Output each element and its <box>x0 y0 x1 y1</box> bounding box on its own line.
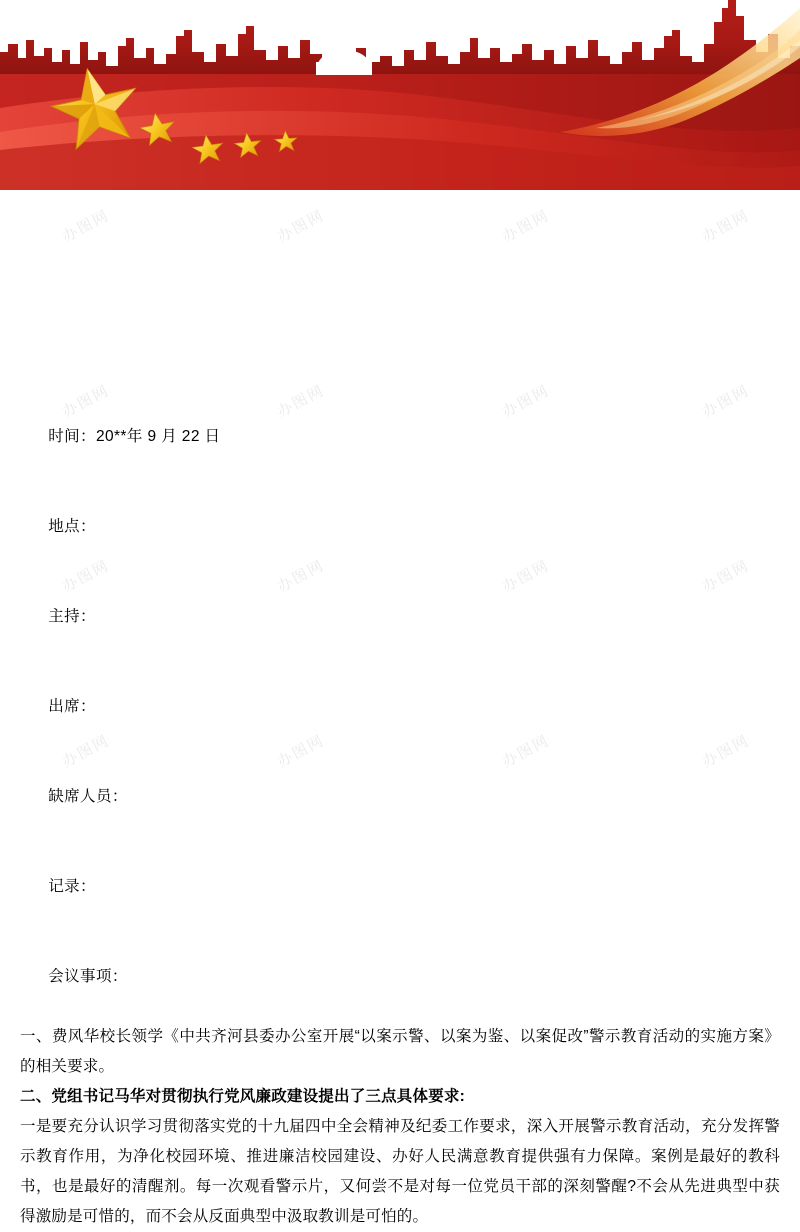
watermark-text: 办图网 <box>499 731 553 771</box>
field-row-agenda <box>20 932 780 1022</box>
watermark-text: 办图网 <box>274 731 328 771</box>
document-body <box>0 190 800 1225</box>
watermark-text: 办图网 <box>699 731 753 771</box>
banner-graphic <box>0 0 800 190</box>
watermark-text: 办图网 <box>59 381 113 421</box>
watermark-text: 办图网 <box>499 381 553 421</box>
field-row-time <box>20 392 780 482</box>
watermark-text: 办图网 <box>699 206 753 246</box>
watermark-text: 办图网 <box>699 556 753 596</box>
watermark-text: 办图网 <box>699 381 753 421</box>
field-row-attendees <box>20 662 780 752</box>
agenda-item-3: 一是要充分认识学习贯彻落实党的十九届四中全会精神及纪委工作要求，深入开展警示教育活动，充分发挥警示教育作用，为净化校园环境、推进廉洁校园建设、办好人民满意教育提供强有力保障。案例是最好的教科书，也是最好的清醒剂。每一次观看警示片，又何尝不是对每一位党员干部的深刻警醒?不会从先进典型中获得激励是可惜的，而不会从反面典型中汲取教训是可怕的。 <box>20 1118 780 1225</box>
field-value-time: 20**年 9 月 22 日 <box>95 428 221 445</box>
watermark-text: 办图网 <box>59 731 113 771</box>
field-row-recorder <box>20 842 780 932</box>
field-label-time: 时间： <box>48 428 96 445</box>
watermark-text: 办图网 <box>274 556 328 596</box>
field-label-host: 主持： <box>48 608 96 625</box>
field-row-place <box>20 482 780 572</box>
document-content <box>20 392 780 1232</box>
watermark-text: 办图网 <box>274 206 328 246</box>
header-banner <box>0 0 800 190</box>
watermark-text: 办图网 <box>499 206 553 246</box>
field-row-absentees <box>20 752 780 842</box>
watermark-text: 办图网 <box>59 206 113 246</box>
watermark-text: 办图网 <box>274 381 328 421</box>
field-label-recorder: 记录： <box>48 878 96 895</box>
agenda-item-2: 二、党组书记马华对贯彻执行党风廉政建设提出了三点具体要求: <box>20 1088 465 1105</box>
field-row-host <box>20 572 780 662</box>
field-label-absentees: 缺席人员： <box>48 788 128 805</box>
field-label-place: 地点： <box>48 518 96 535</box>
watermark-text: 办图网 <box>59 556 113 596</box>
field-label-agenda: 会议事项： <box>48 968 128 985</box>
agenda-item-1: 一、费风华校长领学《中共齐河县委办公室开展“以案示警、以案为鉴、以案促改”警示教育活动的实施方案》的相关要求。 <box>20 1028 780 1075</box>
watermark-text: 办图网 <box>499 556 553 596</box>
field-label-attendees: 出席： <box>48 698 96 715</box>
